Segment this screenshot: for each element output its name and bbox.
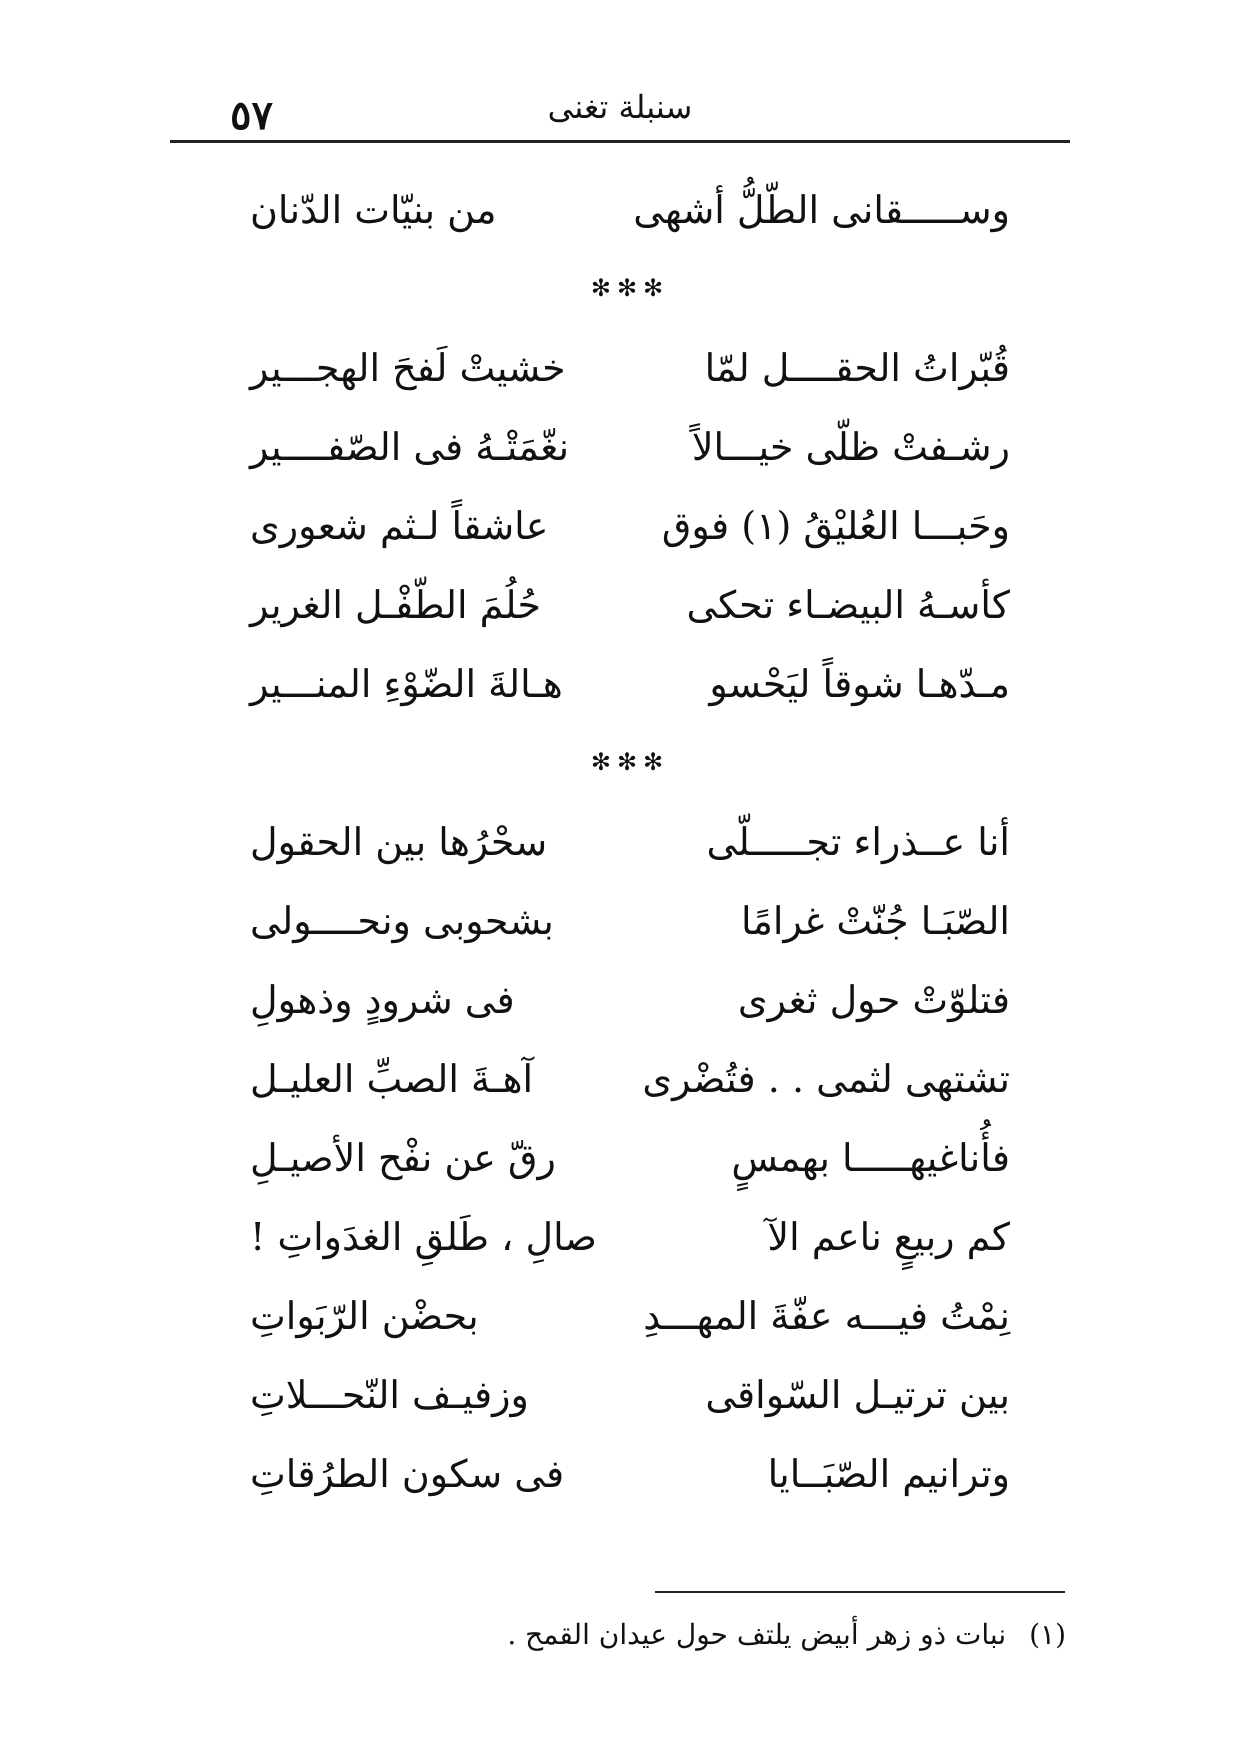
verse <box>250 644 1010 723</box>
verse <box>250 1197 1010 1276</box>
verse <box>250 1434 1010 1513</box>
verse <box>250 565 1010 644</box>
verse <box>250 1118 1010 1197</box>
verse-first-hemistich: فأُناغيهـــــا بهمسٍ <box>731 1135 1010 1180</box>
verse-second-hemistich: رقّ عن نفْح الأصيـلِ <box>250 1135 556 1180</box>
footnote-marker: (١) <box>1029 1618 1066 1651</box>
verse-first-hemistich: مـدّهـا شوقاً ليَحْسو <box>709 661 1010 706</box>
verse-second-hemistich: بحضْن الرّبَواتِ <box>250 1293 479 1338</box>
verse <box>250 1039 1010 1118</box>
verse-second-hemistich: خشيتْ لَفحَ الهجـــير <box>250 345 566 390</box>
verse-first-hemistich: قُبّراتُ الحقــــل لمّا <box>704 345 1010 390</box>
verse-second-hemistich: بشحوبى ونحــــولى <box>250 898 554 943</box>
page-header <box>170 82 1070 142</box>
verse-second-hemistich: فى سكون الطرُقاتِ <box>250 1451 565 1496</box>
verse <box>250 881 1010 960</box>
verse-first-hemistich: كم ربيعٍ ناعم الآ <box>767 1214 1010 1259</box>
verse-second-hemistich: عاشقاً لـثم شعورى <box>250 503 549 548</box>
verse-first-hemistich: الصّبَـا جُنّتْ غرامًا <box>740 898 1010 943</box>
verse-first-hemistich: رشـفتْ ظلّى خيـــالاً <box>691 424 1010 469</box>
verse-second-hemistich: نغّمَتْـهُ فى الصّفــــير <box>250 424 570 469</box>
verse-first-hemistich: وترانيم الصّبَــايا <box>767 1451 1010 1496</box>
verse <box>250 328 1010 407</box>
page-number: ٥٧ <box>230 92 273 139</box>
verse-second-hemistich: حُلُمَ الطّفْـل الغرير <box>250 582 541 627</box>
footnote <box>366 1618 1066 1651</box>
verse-first-hemistich: بين ترتيـل السّواقى <box>705 1372 1010 1417</box>
verse-second-hemistich: آهـةَ الصبِّ العليـل <box>250 1056 534 1101</box>
verse-first-hemistich: وحَبـــا العُليْقُ (١) فوق <box>661 503 1010 548</box>
verse-first-hemistich: كأسـهُ البيضـاء تحكى <box>686 582 1010 627</box>
verse-second-hemistich: فى شرودٍ وذهولِ <box>250 977 515 1022</box>
footnote-rule <box>655 1591 1065 1593</box>
footnote-text: نبات ذو زهر أبيض يلتف حول عيدان القمح . <box>507 1618 1007 1651</box>
header-rule <box>170 140 1070 143</box>
verse-first-hemistich: فتلوّتْ حول ثغرى <box>737 977 1010 1022</box>
verse-first-hemistich: وســـــقانى الطّلُّ أشهى <box>633 187 1010 232</box>
running-title: سنبلة تغنى <box>547 88 693 126</box>
verse-second-hemistich: سحْرُها بين الحقول <box>250 819 548 864</box>
stanza-separator: ✻✻✻ <box>590 748 670 776</box>
verse-first-hemistich: تشتهى لثمى . . فتُضْرى <box>642 1056 1010 1101</box>
verse <box>250 960 1010 1039</box>
verse <box>250 1355 1010 1434</box>
poem <box>250 170 1010 1513</box>
verse-second-hemistich: من بنيّات الدّنان <box>250 187 497 232</box>
verse-second-hemistich: صالِ ، طَلقِ الغدَواتِ ! <box>250 1214 597 1259</box>
verse <box>250 486 1010 565</box>
verse-second-hemistich: هـالةَ الضّوْءِ المنـــير <box>250 661 563 706</box>
verse <box>250 1276 1010 1355</box>
stanza-separator: ✻✻✻ <box>590 274 670 302</box>
verse-first-hemistich: نِمْتُ فيـــه عفّةَ المهـــدِ <box>643 1293 1010 1338</box>
verse <box>250 170 1010 249</box>
verse <box>250 802 1010 881</box>
verse-first-hemistich: أنا عــذراء تجـــــلّى <box>706 819 1010 864</box>
verse <box>250 407 1010 486</box>
verse-second-hemistich: وزفيـف النّحـــلاتِ <box>250 1372 529 1417</box>
